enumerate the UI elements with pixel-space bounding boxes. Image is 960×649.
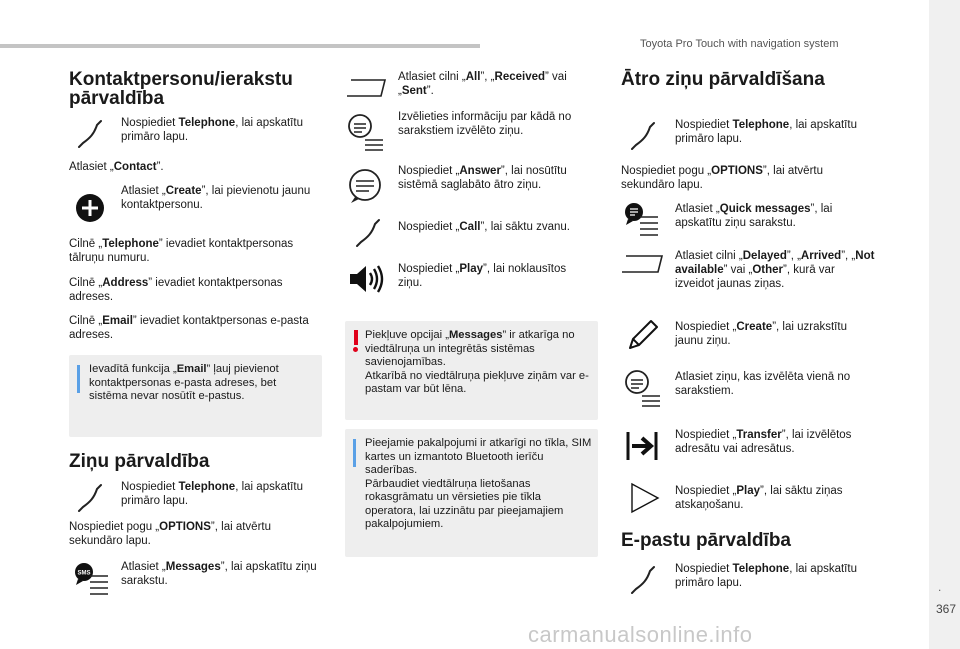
step-telephone: Nospiediet Telephone, lai apskatītu primāro lapu.: [121, 117, 303, 143]
step-create-contact: Atlasiet „Create”, lai pievienotu jaunu kontaktpersonu.: [121, 185, 311, 211]
step-answer: Nospiediet „Answer”, lai nosūtītu sistēmā saglabāto ātro ziņu.: [398, 165, 567, 191]
step-email-tab: Cilnē „Email” ievadiet kontaktpersonas e-pasta adreses.: [69, 315, 309, 341]
side-mark: .: [938, 580, 942, 594]
sms-label: SMS: [77, 570, 91, 577]
step-select-category: Atlasiet cilni „Delayed”, „Arrived”, „Not available” vai „Other”, kurā var izveidot jaunas ziņas.: [675, 250, 875, 290]
section-title-messages: Ziņu pārvaldība: [69, 451, 210, 472]
step-select-message: Izvēlieties informāciju par kādā no sarakstiem izvēlēto ziņu.: [398, 111, 572, 137]
pencil-icon: [622, 314, 662, 354]
page-number: 367: [936, 602, 957, 616]
step-create-message: Nospiediet „Create”, lai uzrakstītu jaunu ziņu.: [675, 321, 847, 347]
warning-note-messages: Piekļuve opcijai „Messages” ir atkarīga no viedtālruņa un integrētās sistēmas savienojamības. Atkarībā no viedtālruņa piekļuve ziņām var e-pastam var būt lēna.: [345, 321, 598, 420]
step-messages: Atlasiet „Messages”, lai apskatītu ziņu sarakstu.: [121, 561, 317, 587]
step-contact: Atlasiet „Contact”.: [69, 161, 164, 173]
quick-messages-icon: [622, 200, 662, 240]
message-details-icon: [345, 112, 385, 152]
info-icon: [77, 365, 80, 393]
step-quick-messages: Atlasiet „Quick messages”, lai apskatītu ziņu sarakstu.: [675, 203, 833, 229]
step-telephone-4: Nospiediet Telephone, lai apskatītu primāro lapu.: [675, 563, 857, 589]
info-note-email: Ievadītā funkcija „Email” ļauj pievienot kontaktpersonas e-pasta adreses, bet sistēma nevar nosūtīt e-pastus.: [69, 355, 322, 437]
info-icon: [353, 439, 356, 467]
tab-selector-icon: [620, 246, 664, 286]
side-tab: [929, 0, 960, 649]
add-icon: [72, 188, 112, 228]
step-options-2: Nospiediet pogu „OPTIONS”, lai atvērtu sekundāro lapu.: [621, 165, 823, 191]
step-telephone-3: Nospiediet Telephone, lai apskatītu primāro lapu.: [675, 119, 857, 145]
section-title-contacts: Kontaktpersonu/ierakstu pārvaldība: [69, 69, 293, 109]
watermark: carmanualsonline.info: [528, 622, 753, 647]
handset-icon: [623, 116, 663, 156]
handset-icon: [70, 114, 110, 154]
tab-selector-icon: [345, 70, 387, 110]
header-rule: [0, 44, 480, 48]
step-options: Nospiediet pogu „OPTIONS”, lai atvērtu sekundāro lapu.: [69, 521, 271, 547]
call-icon: [348, 213, 388, 253]
section-title-email: E-pastu pārvaldība: [621, 530, 791, 551]
step-select-tab: Atlasiet cilni „All”, „Received” vai „Sent”.: [398, 71, 567, 97]
speaker-icon: [345, 259, 385, 299]
warning-icon: [353, 330, 359, 352]
step-select-quick-message: Atlasiet ziņu, kas izvēlēta vienā no sarakstiem.: [675, 371, 851, 397]
step-play-message: Nospiediet „Play”, lai sāktu ziņas atskaņošanu.: [675, 485, 843, 511]
step-play: Nospiediet „Play”, lai noklausītos ziņu.: [398, 263, 567, 289]
section-title-quick-messages: Ātro ziņu pārvaldīšana: [621, 69, 825, 90]
sms-list-icon: [72, 559, 112, 599]
answer-icon: [345, 166, 385, 206]
transfer-icon: [624, 426, 664, 466]
step-transfer: Nospiediet „Transfer”, lai izvēlētos adresātu vai adresātus.: [675, 429, 852, 455]
play-icon: [624, 478, 664, 518]
step-address-tab: Cilnē „Address” ievadiet kontaktpersonas adreses.: [69, 277, 283, 303]
step-call: Nospiediet „Call”, lai sāktu zvanu.: [398, 221, 570, 233]
info-note-services: Pieejamie pakalpojumi ir atkarīgi no tīkla, SIM kartes un izmantoto Bluetooth ierīču saderības. Pārbaudiet viedtālruņa lietošanas rokasgrāmatu un vērsieties pie tīkla operatora, lai uzzinātu par pieejamajiem pakalpojumiem.: [345, 429, 598, 557]
handset-icon: [623, 560, 663, 600]
running-header: Toyota Pro Touch with navigation system: [640, 38, 839, 50]
message-details-icon: [622, 368, 662, 408]
step-telephone-2: Nospiediet Telephone, lai apskatītu primāro lapu.: [121, 481, 303, 507]
handset-icon: [70, 478, 110, 518]
step-telephone-tab: Cilnē „Telephone” ievadiet kontaktpersonas tālruņu numuru.: [69, 238, 294, 264]
